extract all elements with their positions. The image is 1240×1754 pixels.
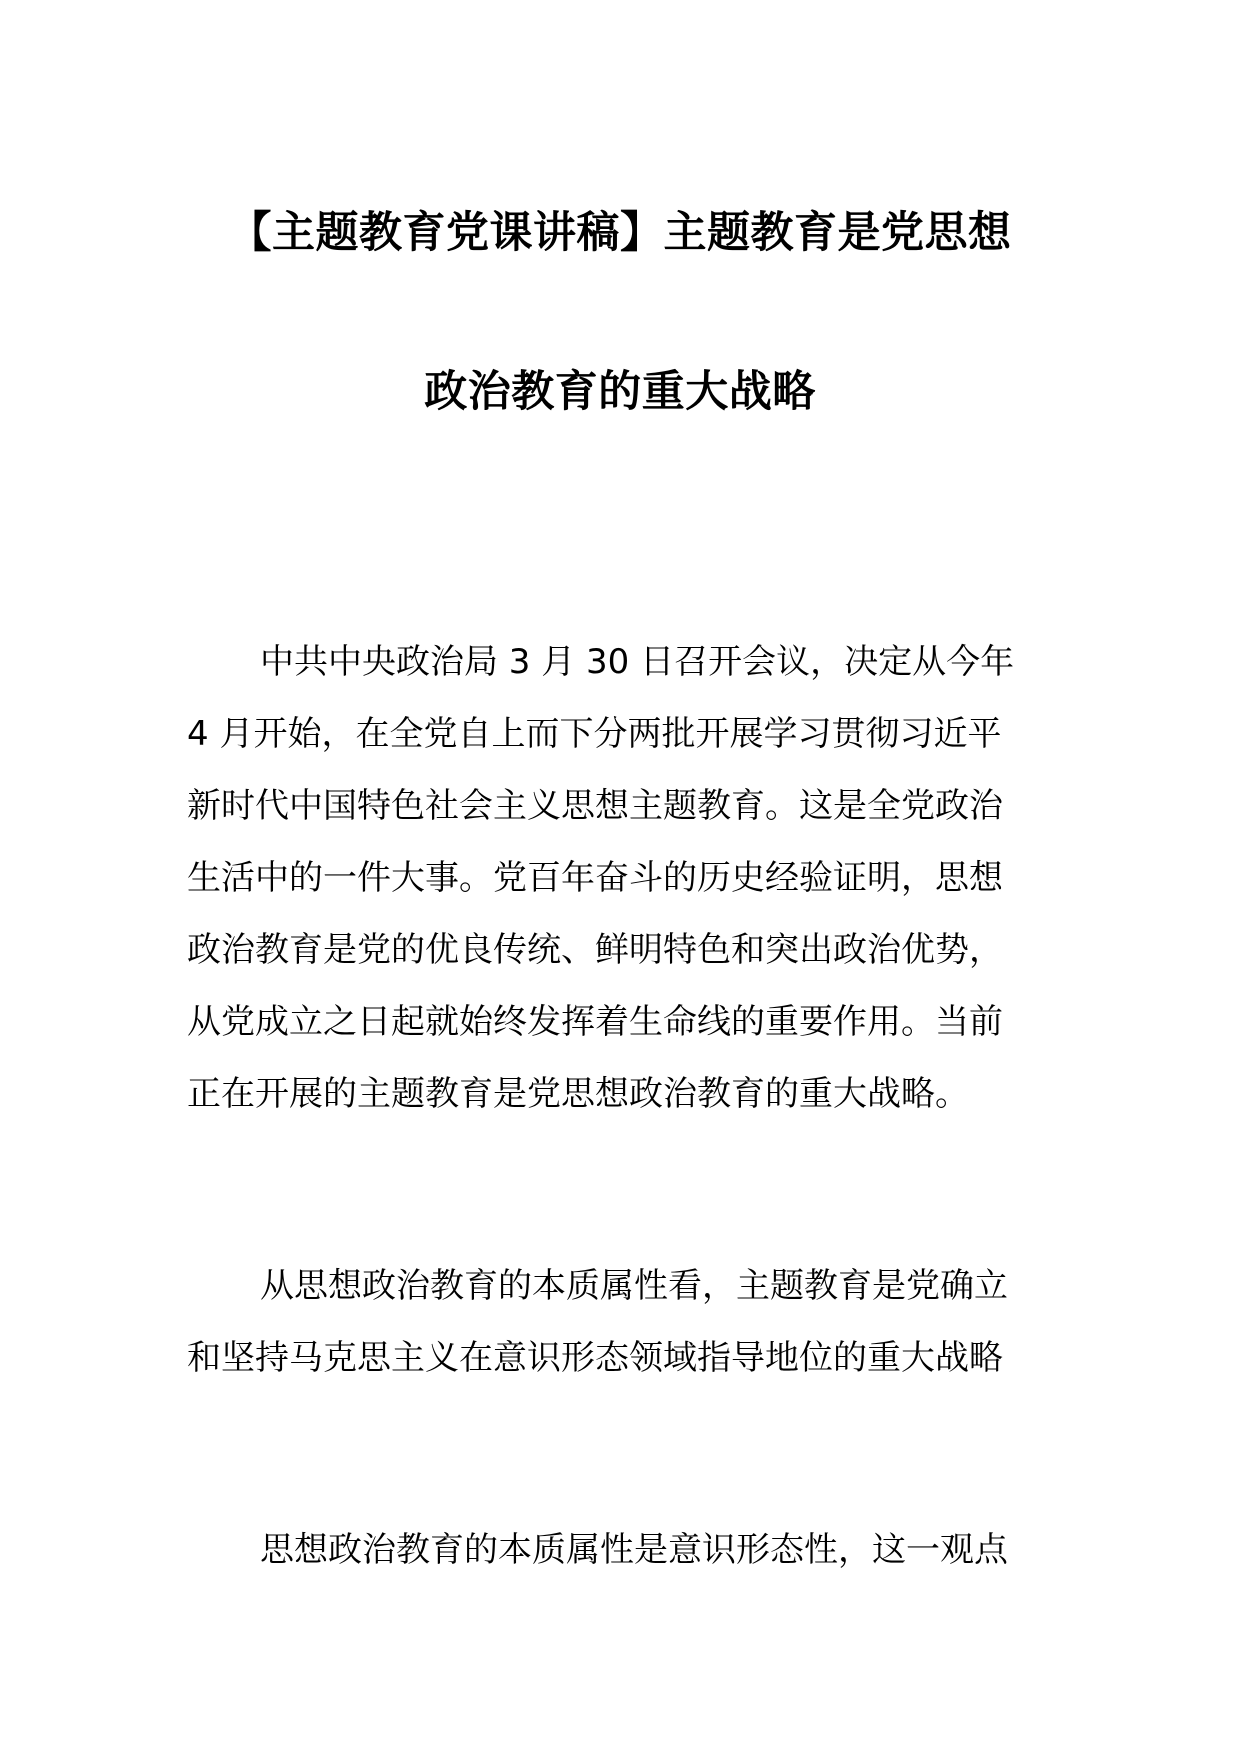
paragraph-1-line: 生活中的一件大事。党百年奋斗的历史经验证明，思想 [187, 858, 1003, 898]
paragraph-1-line: 新时代中国特色社会主义思想主题教育。这是全党政治 [187, 786, 1003, 826]
paragraph-2-line: 和坚持马克思主义在意识形态领域指导地位的重大战略 [187, 1338, 1003, 1378]
paragraph-1-line: 4 月开始，在全党自上而下分两批开展学习贯彻习近平 [187, 714, 1002, 754]
paragraph-1-line: 政治教育是党的优良传统、鲜明特色和突出政治优势， [187, 930, 1003, 970]
document-title-line-1: 【主题教育党课讲稿】主题教育是党思想 [228, 208, 1012, 258]
paragraph-3-line: 思想政治教育的本质属性是意识形态性，这一观点 [260, 1530, 1008, 1570]
paragraph-2-line: 从思想政治教育的本质属性看，主题教育是党确立 [260, 1266, 1008, 1306]
paragraph-1-line: 正在开展的主题教育是党思想政治教育的重大战略。 [187, 1074, 969, 1114]
paragraph-1-line: 中共中央政治局 3 月 30 日召开会议，决定从今年 [260, 642, 1015, 682]
document-title-line-2: 政治教育的重大战略 [424, 367, 816, 417]
paragraph-1-line: 从党成立之日起就始终发挥着生命线的重要作用。当前 [187, 1002, 1003, 1042]
